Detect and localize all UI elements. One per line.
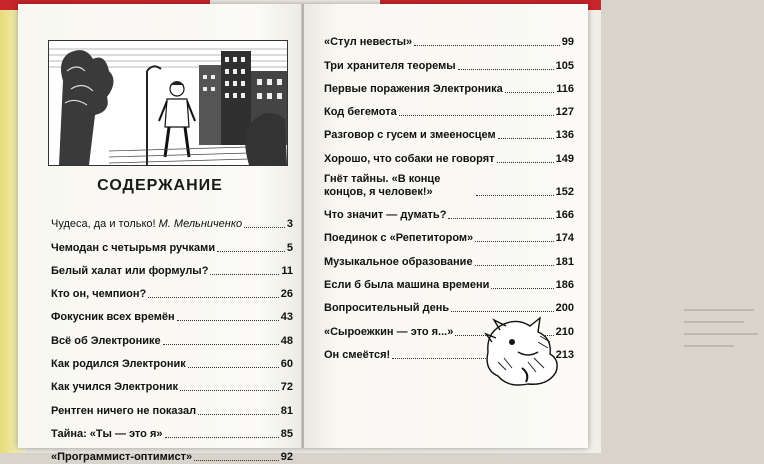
toc-leader [505,92,554,93]
toc-entry-page: 60 [280,358,293,371]
toc-entry [51,301,293,324]
toc-entry-title: Кто он, чемпион? [51,288,147,301]
toc-entry-page: 85 [280,427,293,440]
toc-entry-page: 99 [561,36,574,49]
toc-entry [51,255,293,278]
toc-leader [399,115,554,116]
toc-entry-page: 186 [555,278,574,291]
toc-entry [324,222,574,245]
toc-entry-title: Как учился Электроник [51,381,178,394]
toc-entry-page: 166 [555,209,574,222]
toc-entry-title: «Стул невесты» [324,36,413,49]
toc-entry [324,119,574,142]
toc-entry [51,278,293,301]
toc-entry-title: Всё об Электронике [51,334,161,347]
toc-entry-page: 152 [555,185,574,198]
toc-entry-page: 149 [555,152,574,165]
toc-entry-title: Поединок с «Репетитором» [324,232,474,245]
toc-entry-intro [51,208,293,231]
toc-leader [210,274,279,275]
toc-leader [497,162,554,163]
toc-entry-page: 43 [280,311,293,324]
toc-entry [324,49,574,72]
toc-entry-title: Если б была машина времени [324,278,490,291]
dog-sketch-icon [478,312,570,390]
toc-entry [324,245,574,268]
toc-entry [51,441,293,464]
toc-leader [198,414,279,415]
toc-entry [324,269,574,292]
toc-leader [448,218,553,219]
toc-leader [217,251,285,252]
toc-leader [475,241,553,242]
toc-entry-page: 213 [555,348,574,361]
toc-entry-page: 92 [280,451,293,464]
toc-entry-page: 127 [555,106,574,119]
toc-leader [414,45,560,46]
toc-entry [51,324,293,347]
toc-leader [165,437,279,438]
toc-entry-page: 5 [286,241,293,254]
toc-leader [498,138,554,139]
toc-entry-title: «Программист-оптимист» [51,451,193,464]
toc-entry [51,394,293,417]
toc-entry-title: Он смеётся! [324,348,391,361]
toc-leader [194,460,279,461]
toc-leader [476,195,554,196]
toc-leader [491,288,553,289]
toc-entry-title: Вопросительный день [324,302,450,315]
toc-entry-title: Хорошо, что собаки не говорят [324,152,495,165]
toc-entry-title: Разговор с гусем и змееносцем [324,129,496,142]
toc-leader [177,320,279,321]
toc-entry-page: 11 [281,264,293,277]
toc-entry [324,73,574,96]
chapter-illustration [48,40,288,166]
toc-entry-page: 72 [280,381,293,394]
toc-entry-title: Рентген ничего не показал [51,404,197,417]
toc-entry [51,418,293,441]
open-book [18,4,588,464]
toc-entry [324,199,574,222]
toc-entry-title: Чемодан с четырьмя ручками [51,241,216,254]
toc-leader [475,265,554,266]
toc-entry-title: Чудеса, да и только! [51,218,159,231]
toc-entry-page: 81 [280,404,293,417]
toc-entry-title: Белый халат или формулы? [51,264,209,277]
toc-entry [51,348,293,371]
toc-entry-author: М. Мельниченко [158,218,243,231]
toc-title: СОДЕРЖАНИЕ [97,177,223,194]
toc-entry-title: Музыкальное образование [324,255,473,268]
toc-entry-title: «Сыроежкин — это я...» [324,325,454,338]
toc-entry-title: Три хранителя теоремы [324,59,456,72]
toc-entry-title: Фокусник всех времён [51,311,175,324]
toc-entry-page: 210 [555,325,574,338]
toc-entry-title: Как родился Электроник [51,358,186,371]
toc-leader [188,367,279,368]
toc-leader [163,344,279,345]
toc-entry-page: 26 [280,288,293,301]
toc-entry [324,166,574,199]
toc-leader [148,297,279,298]
left-page [18,4,302,464]
toc-entry [51,371,293,394]
toc-entry-title: Гнёт тайны. «В конце концов, я человек!» [324,172,441,198]
toc-list-left [51,208,293,464]
toc-leader [244,227,285,228]
toc-entry [324,142,574,165]
toc-entry-title: Первые поражения Электроника [324,82,503,95]
toc-entry-title: Тайна: «Ты — это я» [51,427,163,440]
toc-entry [51,231,293,254]
toc-entry-page: 174 [555,232,574,245]
toc-entry-page: 181 [555,255,574,268]
toc-leader [458,69,554,70]
toc-entry-page: 48 [280,334,293,347]
toc-entry-page: 116 [556,82,574,95]
toc-entry-page: 3 [286,218,293,231]
toc-entry-title: Код бегемота [324,106,397,119]
toc-leader [180,390,279,391]
toc-entry-page: 136 [555,129,574,142]
toc-entry-title: Что значит — думать? [324,209,447,222]
show-through-text [684,300,764,370]
toc-entry-page: 200 [555,302,574,315]
toc-entry [324,26,574,49]
toc-entry-page: 105 [555,59,574,72]
toc-entry [324,96,574,119]
